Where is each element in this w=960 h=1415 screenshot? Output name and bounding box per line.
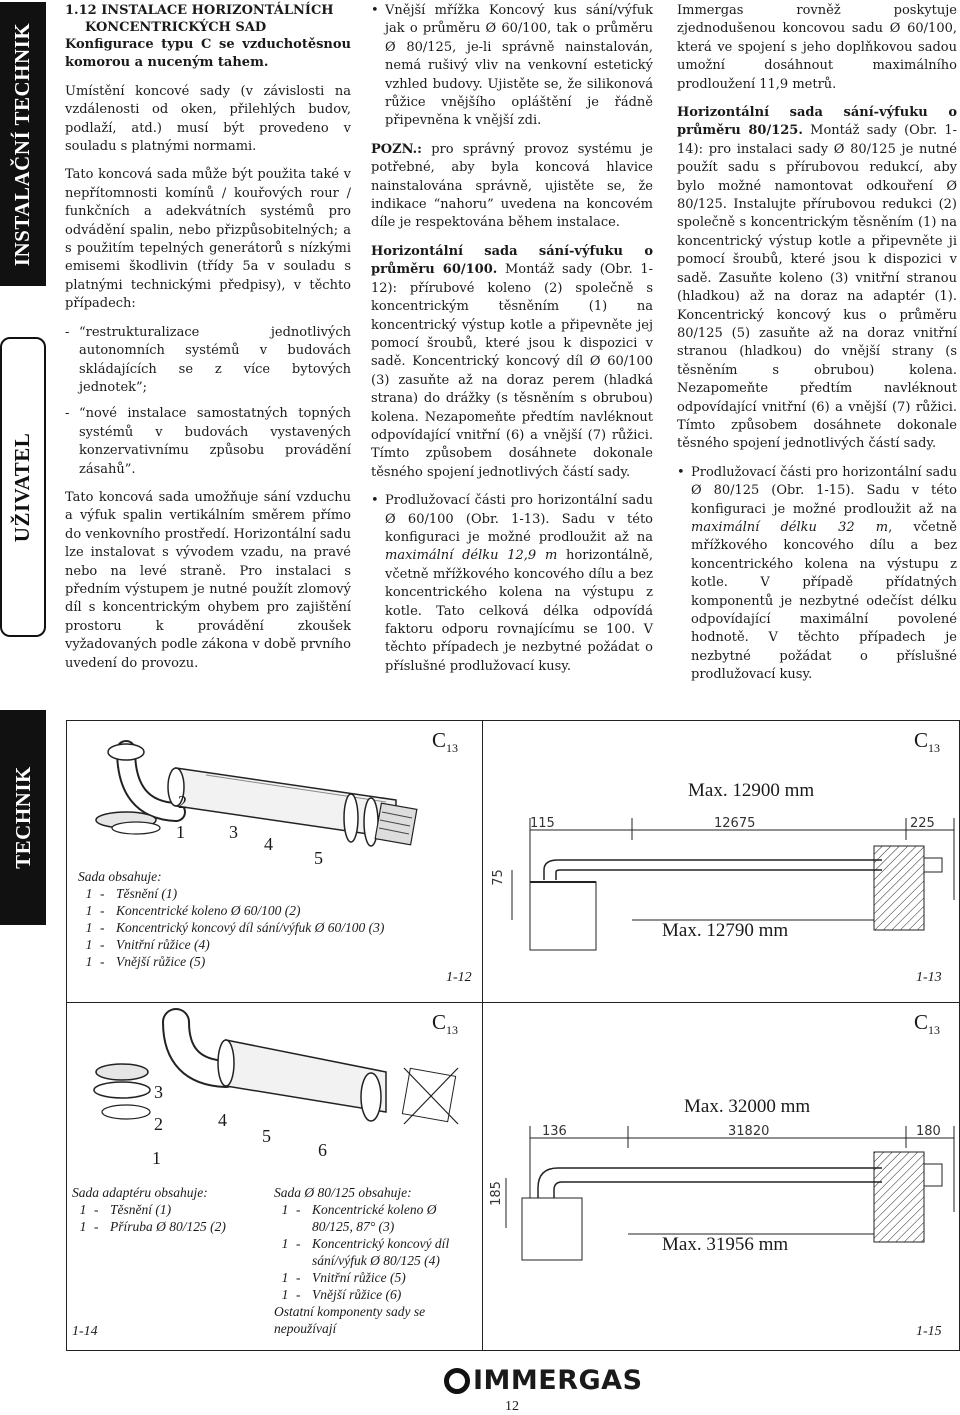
figure-1-12 bbox=[66, 720, 482, 1002]
max-length-label: Max. 12790 mm bbox=[662, 920, 789, 941]
kit-60-100-drawing bbox=[66, 720, 482, 870]
part-number: 2 bbox=[178, 792, 187, 812]
figure-number: 1-13 bbox=[916, 970, 942, 985]
type-tag: $C_{13}$ bbox=[914, 728, 941, 756]
dash-list bbox=[65, 324, 351, 479]
bullet-list bbox=[371, 2, 653, 131]
section-subheading: Konfigurace typu C se vzduchotěsnou komorou a nuceným tahem. bbox=[65, 37, 351, 71]
list-item: • Prodlužovací části pro horizontální sadu Ø 80/125 (Obr. 1-15). Sadu v této konfiguraci je možné prodloužit až na maximální délku 32 m, včetně mřížkového koncového dílu a bez koncentrického kolena na výstupu z kotle. V případě přídatných komponentů je nezbytné odečíst délku odpovídající maximální povolené hodnotě. V těchto případech je nezbytné požádat o příslušné prodlužovací kusy. bbox=[677, 464, 957, 685]
text-column-2 bbox=[371, 2, 653, 686]
immergas-logo: IMMERGAS bbox=[444, 1365, 643, 1396]
paragraph: Umístění koncové sady (v závislosti na vzdálenosti od oken, přilehlých budov, podlaží, atd.) musí být provedeno v souladu s platnými normami. bbox=[65, 83, 351, 155]
part-number: 2 bbox=[154, 1114, 163, 1134]
figure-number: 1-15 bbox=[916, 1324, 942, 1339]
paragraph: Horizontální sada sání-výfuku o průměru 60/100. Montáž sady (Obr. 1-12): přírubové koleno (2) společně s koncentrickým těsněním (1) na koncentrický výstup kotle a připevněte jej pomocí šroubů, které jsou k dispozici v sadě. Koncentrický koncový díl Ø 60/100 (3) zasuňte až na doraz perem (hladká strana) do drážky (s těsněním s obrubou) kolena. Nezapomeňte předtím navléknout odpovídající vnitřní (6) a vnější (7) růžici. Tímto způsobem dosáhnete dokonale těsného spojení jednotlivých částí sady. bbox=[371, 243, 653, 480]
kit-item: 1 - Koncentrický koncový díl sání/výfuk Ø 60/100 (3) bbox=[85, 920, 385, 935]
list-item: • Vnější mřížka Koncový kus sání/výfuk jak o průměru Ø 60/100, tak o průměru Ø 80/125, je-li správně nainstalován, nemá rušivý vliv na venkovní estetický vzhled budovy. Ujistěte se, že silikonová růžice vnějšího opláštění je řádně připevněna k vnější zdi. bbox=[371, 2, 653, 131]
figure-1-15 bbox=[482, 1002, 959, 1350]
max-length-label: Max. 32000 mm bbox=[684, 1096, 811, 1117]
kit-item: 1 - Těsnění (1) bbox=[85, 886, 178, 901]
dimension: 225 bbox=[910, 816, 935, 831]
extension-60-100-drawing bbox=[482, 720, 959, 1002]
part-number: 3 bbox=[229, 822, 238, 842]
tab-technician: TECHNIK bbox=[0, 710, 46, 925]
list-item: - “restrukturalizace jednotlivých autonomních systémů v budovách skládajících se z více bytových jednotek”; bbox=[65, 324, 351, 398]
dimension: 180 bbox=[916, 1124, 941, 1139]
part-number: 1 bbox=[176, 822, 185, 842]
section-heading: 1.12 INSTALACE HORIZONTÁLNÍCH KONCENTRICKÝCH SAD bbox=[65, 3, 334, 35]
part-number: 6 bbox=[318, 1140, 327, 1160]
kit-80-125-drawing bbox=[66, 1002, 482, 1172]
kit-item: 1 - Vnitřní růžice (4) bbox=[85, 937, 210, 952]
tab-user: UŽIVATEL bbox=[0, 337, 46, 637]
text-column-3 bbox=[677, 2, 957, 695]
part-number: 5 bbox=[314, 848, 323, 868]
adapter-contents: Sada adaptéru obsahuje: 1 - Těsnění (1) 1 - Příruba Ø 80/125 (2) bbox=[72, 1185, 226, 1234]
max-length-label: Max. 12900 mm bbox=[688, 780, 815, 801]
kit-item: 1 - Koncentrický koncový díl sání/výfuk Ø 80/125 (4) bbox=[281, 1236, 450, 1268]
dimension: 185 bbox=[488, 1181, 504, 1206]
logo-mark-icon bbox=[444, 1368, 470, 1394]
paragraph: Horizontální sada sání-výfuku o průměru 80/125. Montáž sady (Obr. 1-14): pro instalaci sady Ø 80/125 je nutné použít sadu s přírubovou redukcí, aby bylo možné namontovat odkouření Ø 80/125. Instalujte přírubovou redukci (2) společně s koncentrickým těsněním (1) na koncentrický výstup kotle a připevněte ji pomocí šroubů, které jsou k dispozici v sadě. Zasuňte koleno (3) vnitřní stranou (hladkou) až na doraz na adaptér (1). Koncentrický koncový kus o průměru 80/125 (5) zasuňte až na doraz vnitřní stranou (hladkou) do vnější strany (s těsněním s obrubou) kolena. Nezapomeňte předtím navléknout odpovídající vnitřní (6) a vnější (7) růžici. Tímto způsobem dosáhnete dokonale těsného spojení jednotlivých částí sady. bbox=[677, 105, 958, 452]
note: POZN.: pro správný provoz systému je potřebné, aby byla koncová hlavice nainstalována správně, ujistěte se, že indikace “nahoru” uvedena na koncovém díle je respektována během instalace. bbox=[371, 141, 653, 231]
extension-80-125-drawing bbox=[482, 1002, 959, 1350]
divider bbox=[66, 1350, 960, 1351]
text-column-1 bbox=[65, 2, 351, 683]
max-length-label: Max. 31956 mm bbox=[662, 1234, 789, 1255]
list-item: • Prodlužovací části pro horizontální sadu Ø 60/100 (Obr. 1-13). Sadu v této konfiguraci je možné prodloužit až na maximální délku 12,9 m horizontálně, včetně mřížkového koncového dílu a bez koncentrického kolena na výstupu z kotle. Tato celková délka odpovídá faktoru odporu rovnajícímu se 100. V těchto případech je nezbytné požádat o příslušné prodlužovací kusy. bbox=[371, 492, 653, 676]
figure-number: 1-12 bbox=[446, 970, 472, 985]
bullet-list bbox=[371, 492, 653, 676]
kit-item: 1 - Koncentrické koleno Ø 60/100 (2) bbox=[85, 903, 301, 918]
kit-contents: Sada Ø 80/125 obsahuje: 1 - Koncentrické koleno Ø 80/125, 87° (3) 1 - Koncentrický koncový díl sání/výfuk Ø 80/125 (4) 1 - Vnitřní růžice (5) 1 - Vnější růžice (6) Ostatní komponenty sady se nepoužívají bbox=[274, 1184, 479, 1337]
kit-contents: Sada obsahuje: 1 - Těsnění (1) 1 - Koncentrické koleno Ø 60/100 (2) 1 - Koncentrický koncový díl sání/výfuk Ø 60/100 (3) 1 - Vnitřní růžice (4) 1 - Vnější růžice (5) bbox=[78, 869, 385, 969]
page-number: 12 bbox=[505, 1399, 519, 1414]
paragraph: Tato koncová sada umožňuje sání vzduchu a výfuk spalin vertikálním směrem přímo do venkovního prostředí. Horizontální sadu lze instalovat s vývodem vzadu, na pravé nebo na levé straně. Pro instalaci s předním výstupem je nutné použít zlomový díl s koncentrickým ohybem pro zajištění prostoru k provádění zkoušek vyžadovaných podle zákona v době prvního uvedení do provozu. bbox=[65, 489, 352, 671]
dimension: 12675 bbox=[714, 816, 756, 831]
figure-1-13 bbox=[482, 720, 959, 1002]
figure-1-14 bbox=[66, 1002, 482, 1350]
part-number: 3 bbox=[154, 1082, 163, 1102]
tab-installer: INSTALAČNÍ TECHNIK bbox=[0, 2, 46, 286]
kit-item: 1 - Těsnění (1) bbox=[79, 1202, 172, 1217]
dimension: 75 bbox=[490, 869, 506, 886]
paragraph: Tato koncová sada může být použita také v nepřítomnosti komínů / kouřových rour / funkčních a adekvátních systémů pro odvádění spalin, nebo přizpůsobitelných; a s použitím tepelných generátorů s nízkými emisemi škodlivin (třídy 5a v souladu s platnými technickými předpisy), v těchto případech: bbox=[65, 167, 351, 312]
type-tag: $C_{13}$ bbox=[432, 728, 459, 756]
kit-item: 1 - Koncentrické koleno Ø 80/125, 87° (3) bbox=[281, 1202, 437, 1234]
dimension: 136 bbox=[542, 1124, 567, 1139]
figure-number: 1-14 bbox=[72, 1324, 98, 1339]
part-number: 4 bbox=[218, 1110, 227, 1130]
list-item: - “nové instalace samostatných topných systémů v budovách vystavených konzervativnímu způsobu provádění zásahů”. bbox=[65, 405, 351, 479]
kit-item: 1 - Vnější růžice (6) bbox=[281, 1287, 402, 1302]
type-tag: $C_{13}$ bbox=[914, 1010, 941, 1038]
bullet-list bbox=[677, 464, 957, 685]
dimension: 31820 bbox=[728, 1124, 770, 1139]
kit-item: 1 - Vnější růžice (5) bbox=[85, 954, 206, 969]
kit-item: 1 - Příruba Ø 80/125 (2) bbox=[79, 1219, 226, 1234]
kit-item: 1 - Vnitřní růžice (5) bbox=[281, 1270, 406, 1285]
type-tag: $C_{13}$ bbox=[432, 1010, 459, 1038]
part-number: 4 bbox=[264, 834, 273, 854]
paragraph: Immergas rovněž poskytuje zjednodušenou koncovou sadu Ø 60/100, která ve spojení s jeho doplňkovou sadou umožní dosáhnout maximálního prodloužení 11,9 metrů. bbox=[677, 3, 957, 92]
part-number: 1 bbox=[152, 1148, 161, 1168]
dimension: 115 bbox=[530, 816, 555, 831]
part-number: 5 bbox=[262, 1126, 271, 1146]
